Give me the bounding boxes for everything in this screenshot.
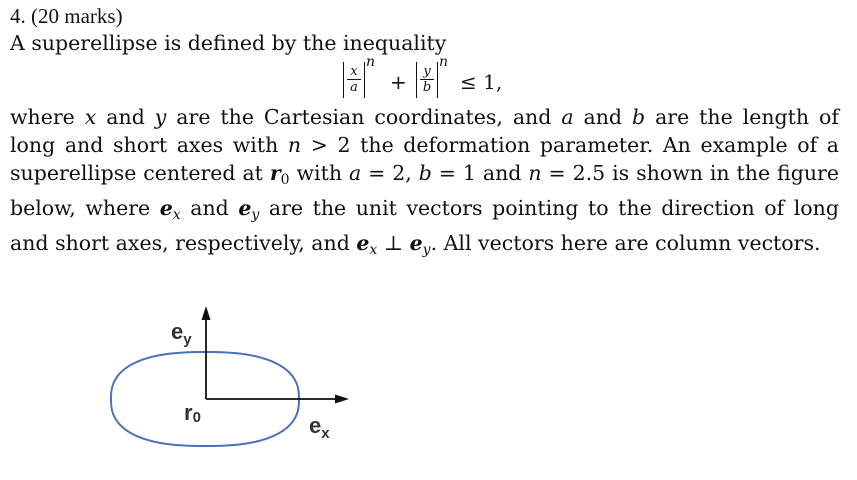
- exponent-n-2: n: [439, 54, 449, 70]
- ey-arrowhead: [202, 306, 211, 320]
- exponent-n-1: n: [366, 54, 376, 70]
- var-x: x: [84, 105, 97, 129]
- ex-arrowhead: [335, 395, 349, 404]
- fraction-numerator-x: x: [347, 64, 361, 80]
- fraction-denominator-a: a: [350, 80, 358, 95]
- vector-r0: r: [269, 161, 281, 185]
- vector-ey: e: [238, 196, 252, 220]
- abs-term-y: [416, 62, 438, 98]
- plus-sign: +: [390, 70, 407, 94]
- ex-label: $e_x$: [309, 413, 330, 442]
- r0-label: r0: [184, 400, 201, 426]
- vector-ex: e: [159, 196, 173, 220]
- fraction-denominator-b: b: [422, 80, 432, 95]
- problem-description: where x and y are the Cartesian coordinates, and a and b are the length of long and short axes with n > 2 the deformation parameter. An example of a superellipse centered at $r_0$ with a = 2, b = 1 and n = 2.5 is shown in the figure below, where $e_x$ and $e_y$ are the unit vectors pointing to the direction of long and short axes, respectively, and $e_x$ ⊥ $e_y$. All vectors here are column vectors.: [10, 105, 840, 258]
- question-header: 4. (20 marks): [10, 4, 123, 28]
- superellipse-inequality: [343, 54, 523, 102]
- fraction-numerator-y: y: [420, 64, 434, 80]
- abs-term-x: [343, 62, 365, 98]
- superellipse-figure: [0, 270, 420, 480]
- var-y: y: [154, 105, 167, 129]
- var-a: a: [561, 105, 574, 129]
- var-n: n: [287, 133, 302, 157]
- question-intro: A superellipse is defined by the inequality: [10, 31, 447, 55]
- inequality-relation: ≤ 1,: [460, 70, 503, 94]
- ey-label: $e_y$: [171, 319, 192, 348]
- var-b: b: [632, 105, 646, 129]
